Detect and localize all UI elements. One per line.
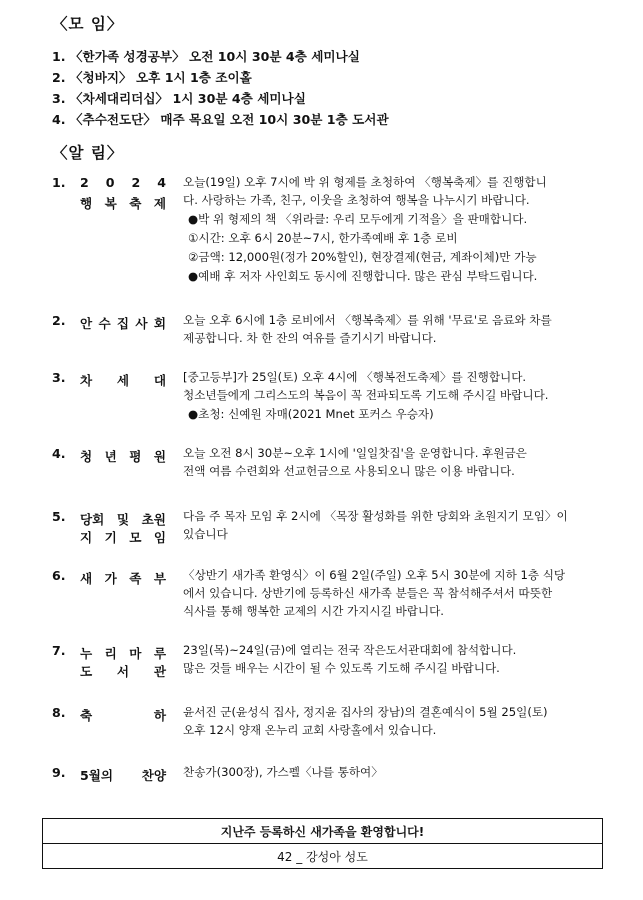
label-char: 누: [80, 646, 93, 661]
label-char: 회: [153, 316, 166, 331]
notice-sub-line: ①시간: 오후 6시 20분~7시, 한가족예배 후 1층 로비: [188, 231, 458, 245]
label-char: 세: [116, 373, 130, 388]
label-char: 대: [153, 373, 166, 388]
label-char: 원: [153, 449, 166, 464]
label-char: 도: [80, 664, 93, 679]
notice-text-line: 〈상반기 새가족 환영식〉이 6월 2일(주일) 오후 5시 30분에 지하 1층 식당: [183, 568, 566, 582]
label-char: 0: [105, 175, 115, 190]
welcome-entry: 42 _ 강성아 성도: [277, 849, 368, 864]
notice-number: 3.: [52, 370, 66, 385]
notice-label: [80, 175, 166, 190]
notice-number: 2.: [52, 313, 66, 328]
notice-text-line: 식사를 통해 행복한 교제의 시간 가지시길 바랍니다.: [183, 604, 444, 618]
label-char: 리: [104, 646, 117, 661]
label-char: 년: [104, 449, 117, 464]
notice-text-line: 다음 주 목자 모임 후 2시에 〈목장 활성화를 위한 당회와 초원지기 모임〉이: [183, 509, 568, 523]
notice-text-line: 제공합니다. 차 한 잔의 여유를 즐기시기 바랍니다.: [183, 331, 437, 345]
label-word: 찬양: [141, 768, 166, 783]
label-char: 가: [104, 571, 117, 586]
notice-text-line: 오후 12시 양재 온누리 교회 사랑홀에서 있습니다.: [183, 723, 437, 737]
meeting-item-2: 2. 〈청바지〉 오후 1시 1층 조이홀: [52, 70, 252, 85]
label-char: 청: [80, 449, 93, 464]
label-char: 임: [153, 530, 166, 545]
notice-text-line: 에서 있습니다. 상반기에 등록하신 새가족 분들은 꼭 참석해주셔서 따뜻한: [183, 586, 553, 600]
notice-label: [80, 705, 166, 724]
notice-label: [80, 446, 166, 465]
notice-text-line: 전액 여름 수련회와 선교헌금으로 사용되오니 많은 이용 바랍니다.: [183, 464, 515, 478]
label-char: 복: [104, 196, 117, 211]
label-word: 5월의: [80, 768, 114, 783]
notice-number: 1.: [52, 175, 66, 190]
notice-label: [80, 313, 166, 332]
notice-text-line: 23일(목)~24일(금)에 열리는 전국 작은도서관대회에 참석합니다.: [183, 643, 517, 657]
label-char: 제: [153, 196, 166, 211]
notice-label: [80, 643, 166, 662]
label-char: 축: [129, 196, 142, 211]
label-char: 수: [98, 316, 111, 331]
notice-text-line: [중고등부]가 25일(토) 오후 4시에 〈행복전도축제〉를 진행합니다.: [183, 370, 527, 384]
notice-text-line: 오늘 오전 8시 30분~오후 1시에 '일일찻집'을 운영합니다. 후원금은: [183, 446, 527, 460]
label-char: 기: [104, 530, 117, 545]
label-char: 사: [135, 316, 148, 331]
label-char: 차: [80, 373, 93, 388]
notice-text-line: 다. 사랑하는 가족, 친구, 이웃을 초청하여 행복을 나누시기 바랍니다.: [183, 193, 530, 207]
label-char: 4: [157, 175, 166, 190]
label-char: 서: [116, 664, 130, 679]
notice-text-line: 있습니다: [183, 527, 228, 541]
notice-number: 4.: [52, 446, 66, 461]
meeting-item-3: 3. 〈차세대리더십〉 1시 30분 4층 세미나실: [52, 91, 306, 106]
notice-label-line2: [80, 661, 166, 680]
notice-label-line2: [80, 527, 166, 546]
notices-title: 〈알 림〉: [52, 144, 124, 162]
label-char: 행: [80, 196, 93, 211]
meeting-item-1: 1. 〈한가족 성경공부〉 오전 10시 30분 4층 세미나실: [52, 49, 360, 64]
welcome-box: [42, 818, 603, 869]
label-char: 새: [80, 571, 93, 586]
notice-sub-line: ②금액: 12,000원(정가 20%할인), 현장결제(현금, 계좌이체)만 가능: [188, 250, 537, 264]
notice-sub-line: ●박 위 형제의 책 〈위라클: 우리 모두에게 기적을〉을 판매합니다.: [188, 212, 528, 226]
label-char: 관: [153, 664, 166, 679]
notice-sub-line: ●예배 후 저자 사인회도 동시에 진행합니다. 많은 관심 부탁드립니다.: [188, 269, 538, 283]
notice-text-line: 오늘(19일) 오후 7시에 박 위 형제를 초청하여 〈행복축제〉를 진행합니: [183, 175, 547, 189]
label-word: 및: [116, 512, 130, 527]
notice-label: [80, 370, 166, 389]
label-char: 모: [129, 530, 142, 545]
label-word: 초원: [141, 512, 166, 527]
label-char: 족: [129, 571, 142, 586]
label-char: 2: [80, 175, 89, 190]
notice-label-line2: [80, 193, 166, 212]
notice-number: 5.: [52, 509, 66, 524]
notice-number: 8.: [52, 705, 66, 720]
label-char: 2: [131, 175, 141, 190]
label-char: 축: [80, 708, 93, 723]
notice-number: 9.: [52, 765, 66, 780]
label-char: 마: [129, 646, 142, 661]
notice-label: [80, 509, 166, 528]
label-char: 루: [153, 646, 166, 661]
meetings-title: 〈모 임〉: [52, 15, 124, 33]
notice-text-line: 청소년들에게 그리스도의 복음이 꼭 전파되도록 기도해 주시길 바랍니다.: [183, 388, 549, 402]
notice-text-line: 윤서진 군(윤성식 집사, 정지윤 집사의 장남)의 결혼예식이 5월 25일(토): [183, 705, 548, 719]
label-char: 평: [129, 449, 142, 464]
label-char: 하: [153, 708, 166, 723]
notice-sub-line: ●초청: 신예원 자매(2021 Mnet 포커스 우승자): [188, 407, 434, 421]
meeting-item-4: 4. 〈추수전도단〉 매주 목요일 오전 10시 30분 1층 도서관: [52, 112, 389, 127]
notice-text-line: 오늘 오후 6시에 1층 로비에서 〈행복축제〉를 위해 '무료'로 음료와 차를: [183, 313, 552, 327]
notice-number: 7.: [52, 643, 66, 658]
notice-text-line: 많은 것들 배우는 시간이 될 수 있도록 기도해 주시길 바랍니다.: [183, 661, 500, 675]
notice-number: 6.: [52, 568, 66, 583]
label-char: 안: [80, 316, 93, 331]
notice-label: [80, 568, 166, 587]
notice-text-line: 찬송가(300장), 가스펠〈나를 통하여〉: [183, 765, 383, 779]
label-word: 당회: [80, 512, 105, 527]
welcome-heading: 지난주 등록하신 새가족을 환영합니다!: [43, 819, 602, 844]
label-char: 집: [116, 316, 130, 331]
label-char: 지: [80, 530, 93, 545]
label-char: 부: [153, 571, 166, 586]
notice-label: [80, 765, 166, 784]
